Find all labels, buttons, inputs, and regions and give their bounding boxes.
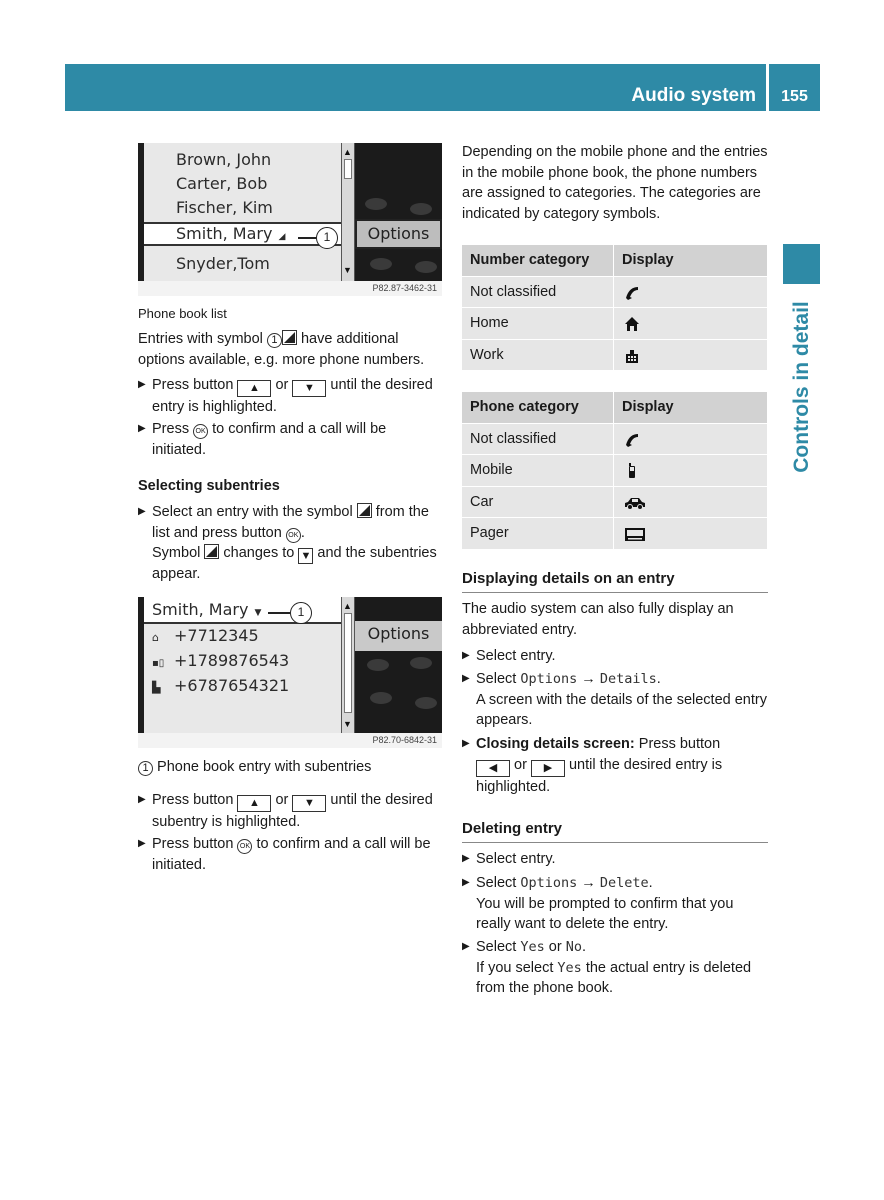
page-title: Audio system — [631, 85, 756, 106]
number-category-table — [462, 245, 767, 371]
figure-caption: 1 Phone book entry with subentries — [138, 757, 371, 777]
table-row — [462, 340, 767, 372]
table-row — [462, 277, 767, 309]
submenu-arrow-icon — [357, 503, 372, 518]
submenu-arrow-icon — [282, 330, 297, 345]
up-button-icon: ▲ — [237, 795, 271, 812]
table-cell: Home — [462, 308, 614, 339]
paragraph: The audio system can also fully display an abbreviated entry. — [462, 601, 734, 638]
table-row — [462, 518, 767, 550]
table-header-cell: Display — [622, 252, 674, 268]
image-code-strip — [138, 281, 442, 296]
instruction-step: ▶ Select Yes or No. If you select Yes the actual entry is deleted from the phone book. — [462, 937, 768, 999]
scrollbar — [341, 143, 355, 296]
image-code: P82.70-6842-31 — [372, 735, 437, 745]
scroll-thumb — [344, 159, 352, 179]
expanded-arrow-icon: ▼ — [298, 548, 313, 564]
subentry-row: ⌂ +7712345 — [152, 625, 317, 649]
scroll-up-icon: ▲ — [343, 601, 352, 611]
callout-1-icon: 1 — [267, 333, 282, 348]
callout-line — [268, 612, 290, 614]
section-heading: Deleting entry — [462, 819, 768, 843]
table-header-row — [462, 245, 767, 277]
ok-button-icon: OK — [237, 839, 252, 854]
list-item: Fischer, Kim — [176, 198, 273, 217]
down-button-icon: ▼ — [292, 795, 326, 812]
dark-panel — [355, 597, 442, 733]
options-button: Options — [355, 621, 442, 651]
scroll-up-icon: ▲ — [343, 147, 352, 157]
table-row — [462, 424, 767, 456]
instruction-step: ▶ Select entry. — [462, 646, 768, 667]
callout-1: 1 — [316, 227, 338, 249]
side-tab-marker — [783, 244, 820, 284]
table-cell: Not classified — [462, 424, 614, 455]
building-icon: ▙ — [152, 681, 161, 694]
figure-caption: Phone book list — [138, 306, 227, 321]
callout-line — [298, 237, 316, 239]
down-button-icon: ▼ — [292, 380, 326, 397]
entry-header: Smith, Mary ▼ — [144, 597, 341, 624]
table-cell: Mobile — [462, 455, 614, 486]
instruction-step: ▶ Press button ▲ or ▼ until the desired subentry is highlighted. — [138, 790, 444, 833]
scroll-down-icon: ▼ — [343, 719, 352, 729]
instruction-step: ▶ Press button OK to confirm and a call will be initiated. — [138, 834, 444, 875]
submenu-arrow-icon: ◢ — [278, 232, 286, 242]
ok-button-icon: OK — [286, 528, 301, 543]
table-cell: Not classified — [462, 277, 614, 308]
phone-handset-icon — [624, 285, 640, 301]
table-header-cell: Display — [622, 399, 674, 415]
mobile-phone-icon — [624, 463, 640, 479]
scroll-down-icon: ▼ — [343, 265, 352, 275]
instruction-step: ▶ Select Options → Details. A screen with the details of the selected entry appears. — [462, 669, 768, 731]
table-row — [462, 455, 767, 487]
callout-1: 1 — [290, 602, 312, 624]
side-tab-label: Controls in detail — [789, 301, 813, 473]
table-cell — [615, 340, 767, 371]
callout-1-icon: 1 — [138, 761, 153, 776]
list-item: Brown, John — [176, 150, 272, 169]
instruction-step: ▶ Closing details screen: Press button ◀ or ▶ until the desired entry is highlighted. — [462, 734, 768, 797]
ok-button-icon: OK — [193, 424, 208, 439]
image-code: P82.87-3462-31 — [372, 283, 437, 293]
subheading: Selecting subentries — [138, 478, 280, 494]
scrollbar — [341, 597, 355, 748]
list-item-selected — [144, 222, 341, 246]
house-icon: ⌂ — [152, 631, 159, 644]
expanded-arrow-icon: ▼ — [254, 608, 262, 618]
options-button: Options — [355, 219, 442, 249]
instruction-step: ▶ Select Options → Delete. You will be prompted to confirm that you really want to delete the entry. — [462, 873, 768, 935]
table-row — [462, 487, 767, 519]
scroll-thumb — [344, 613, 352, 713]
phonebook-list-screenshot — [138, 143, 442, 296]
left-button-icon: ◀ — [476, 760, 510, 777]
table-cell — [615, 277, 767, 308]
phone-handset-icon — [624, 432, 640, 448]
list-item-label: Smith, Mary — [176, 224, 273, 243]
subentry-row: ▙ +6787654321 — [152, 675, 317, 699]
table-cell — [615, 424, 767, 455]
table-cell: Work — [462, 340, 614, 371]
table-header-cell: Phone category — [462, 392, 614, 423]
side-tab — [783, 292, 820, 482]
up-button-icon: ▲ — [237, 380, 271, 397]
table-cell: Car — [462, 487, 614, 518]
table-header-cell: Number category — [462, 245, 614, 276]
page-number: 155 — [781, 88, 808, 105]
list-item: Snyder,Tom — [176, 254, 270, 273]
table-cell — [615, 308, 767, 339]
table-cell — [615, 518, 767, 549]
phone-category-table — [462, 392, 767, 550]
subentry-row: ▪▯ +1789876543 — [152, 650, 317, 675]
building-icon — [624, 348, 640, 364]
list-item: Carter, Bob — [176, 174, 268, 193]
table-cell — [615, 487, 767, 518]
instruction-step: ▶ Select an entry with the symbol from the list and press button OK . Symbol changes to ▼ and the subentries appear. — [138, 502, 444, 585]
screen-edge — [138, 143, 144, 296]
section-heading: Displaying details on an entry — [462, 569, 768, 593]
image-code-strip — [138, 733, 442, 748]
instruction-step: ▶ Press OK to confirm and a call will be initiated. — [138, 419, 444, 460]
instruction-step: ▶ Press button ▲ or ▼ until the desired entry is highlighted. — [138, 375, 444, 418]
phonebook-entry-screenshot — [138, 597, 442, 748]
table-header-row — [462, 392, 767, 424]
table-cell: Pager — [462, 518, 614, 549]
table-cell — [615, 455, 767, 486]
dark-panel — [355, 143, 442, 281]
car-icon — [624, 495, 646, 511]
table-row — [462, 308, 767, 340]
instruction-step: ▶ Select entry. — [462, 849, 768, 870]
right-button-icon: ▶ — [531, 760, 565, 777]
house-icon — [624, 316, 640, 332]
pager-icon — [624, 526, 646, 542]
paragraph: Entries with symbol 1 have additional options available, e.g. more phone numbers. — [138, 331, 425, 368]
submenu-arrow-icon — [204, 544, 219, 559]
intro-paragraph: Depending on the mobile phone and the entries in the mobile phone book, the phone numbers are assigned to categories. The categories are indicated by category symbols. — [462, 144, 768, 222]
mobile-car-icon: ▪▯ — [152, 658, 165, 669]
